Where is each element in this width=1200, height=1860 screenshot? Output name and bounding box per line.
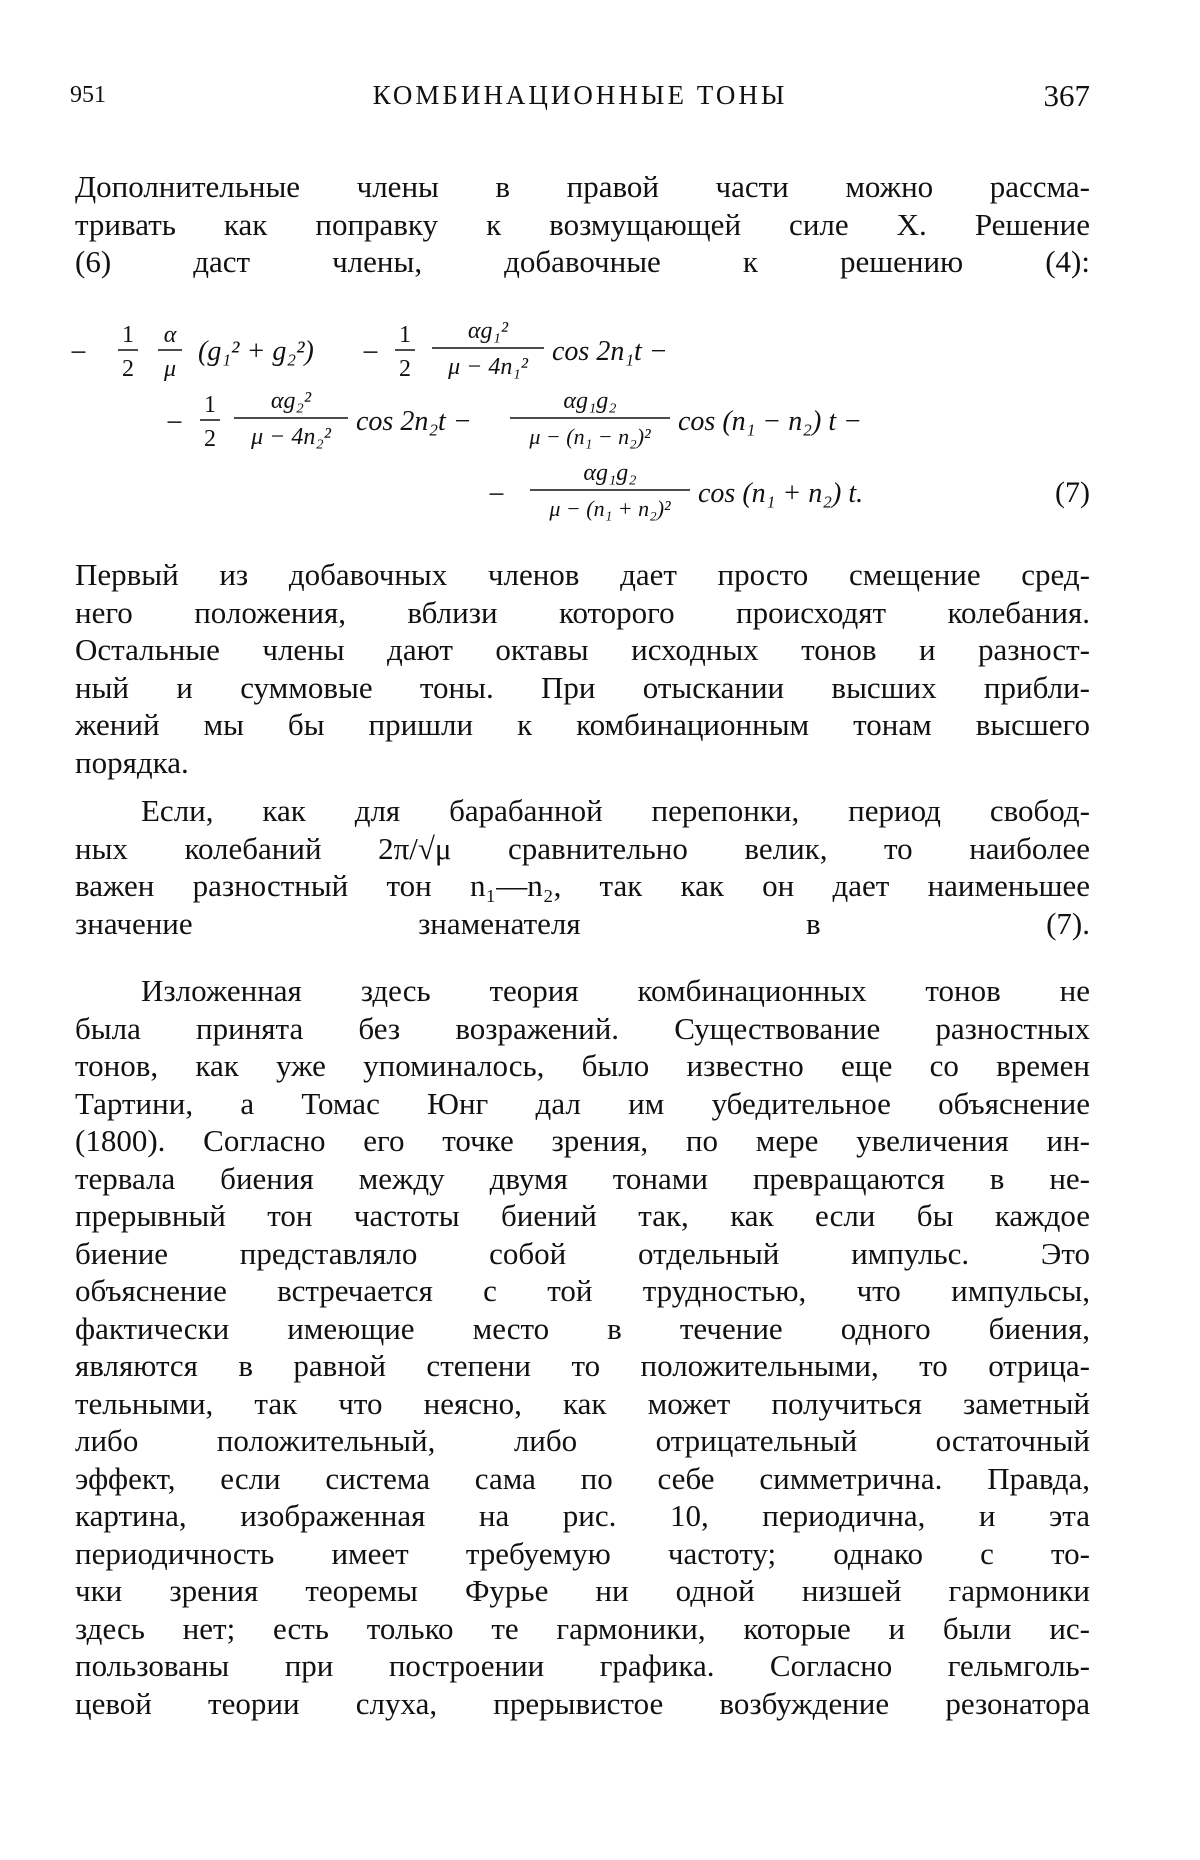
- text-line: ный и суммовые тоны. При отыскании высших прибли-: [75, 669, 1090, 705]
- text-line: пользованы при построении графика. Согласно гельмголь-: [75, 1648, 1090, 1683]
- eq-den: μ − 4n₁²: [448, 354, 528, 380]
- eq-coef-num: 1: [204, 392, 216, 418]
- text-line: являются в равной степени то положительными, то отрица-: [75, 1348, 1090, 1383]
- running-header: [70, 78, 1090, 118]
- eq-den: μ − 4n₂²: [251, 424, 331, 450]
- text-line: Первый из добавочных членов дает просто смещение сред-: [75, 557, 1090, 592]
- text-line: Дополнительные члены в правой части можно рассма-: [75, 169, 1090, 204]
- text-line: него положения, вблизи которого происходят колебания.: [75, 594, 1090, 630]
- eq-den: μ − (n₁ + n₂)²: [549, 496, 671, 521]
- text-line: была принята без возражений. Существование разностных: [75, 1010, 1090, 1046]
- text-line: тонов, как уже упоминалось, было известно еще со времен: [75, 1048, 1090, 1083]
- section-number: 951: [70, 82, 106, 108]
- eq-num: αg₁g₂: [583, 460, 637, 486]
- text-line: тривать как поправку к возмущающей силе X. Решение: [75, 206, 1090, 242]
- eq-tail: cos 2n₁t −: [552, 336, 668, 367]
- eq-sign: −: [70, 336, 87, 369]
- eq-den: μ − (n₁ − n₂)²: [529, 424, 651, 449]
- eq-coef-den: 2: [204, 426, 216, 452]
- text-line: либо положительный, либо отрицательный остаточный: [75, 1423, 1090, 1458]
- text-line: Изложенная здесь теория комбинационных тонов не: [141, 973, 1090, 1008]
- eq-coef-num: 1: [399, 322, 411, 348]
- eq-num: α: [163, 322, 177, 348]
- text-line: ных колебаний 2π/√μ сравнительно велик, то наиболее: [75, 830, 1090, 866]
- text-line: Если, как для барабанной перепонки, период свобод-: [141, 793, 1090, 828]
- text-line: здесь нет; есть только те гармоники, которые и были ис-: [75, 1610, 1090, 1646]
- eq-tail: cos (n₁ + n₂) t.: [698, 478, 864, 509]
- running-title: КОМБИНАЦИОННЫЕ ТОНЫ: [372, 80, 788, 110]
- text-line: биение представляло собой отдельный импульс. Это: [75, 1235, 1090, 1271]
- text-line: важен разностный тон n₁—n₂, так как он дает наименьшее: [75, 868, 1090, 903]
- eq-num: αg₁g₂: [563, 388, 617, 414]
- text-line: объяснение встречается с той трудностью, что импульсы,: [75, 1273, 1090, 1308]
- eq-coef-num: 1: [122, 322, 134, 348]
- text-line: Тартини, а Томас Юнг дал им убедительное объяснение: [75, 1085, 1090, 1121]
- eq-tail: cos (n₁ − n₂) t −: [678, 406, 863, 437]
- text-line: порядка.: [75, 744, 189, 780]
- eq-coef-den: 2: [399, 356, 411, 382]
- equation-number: (7): [1055, 476, 1090, 509]
- eq-den: μ: [163, 356, 177, 382]
- text-line: (6) даст члены, добавочные к решению (4):: [75, 244, 1090, 279]
- text-line: фактически имеющие место в течение одного биения,: [75, 1310, 1090, 1346]
- paragraph-1: [75, 168, 1090, 281]
- text-line: прерывный тон частоты биений так, как если бы каждое: [75, 1198, 1090, 1233]
- eq-num: αg₂²: [270, 388, 312, 414]
- paragraph-2: [75, 556, 1090, 781]
- text-line: тельными, так что неясно, как может получиться заметный: [75, 1385, 1090, 1421]
- text-line: жений мы бы пришли к комбинационным тонам высшего: [75, 707, 1090, 742]
- eq-sign: −: [362, 336, 379, 369]
- text-line: периодичность имеет требуемую частоту; однако с то-: [75, 1535, 1090, 1571]
- text-line: тервала биения между двумя тонами превращаются в не-: [75, 1160, 1090, 1196]
- equation-svg: [70, 292, 1100, 542]
- paragraph-3: [75, 792, 1090, 942]
- text-line: значение знаменателя в (7).: [75, 905, 1090, 941]
- eq-paren: (g₁² + g₂²): [198, 336, 314, 367]
- text-line: Остальные члены дают октавы исходных тонов и разност-: [75, 632, 1090, 667]
- eq-sign: −: [166, 406, 183, 439]
- text-line: эффект, если система сама по себе симметрична. Правда,: [75, 1460, 1090, 1496]
- eq-coef-den: 2: [122, 356, 134, 382]
- text-line: картина, изображенная на рис. 10, периодична, и эта: [75, 1498, 1090, 1533]
- text-line: цевой теории слуха, прерывистое возбуждение резонатора: [75, 1685, 1090, 1721]
- text-line: чки зрения теоремы Фурье ни одной низшей гармоники: [75, 1573, 1090, 1608]
- eq-sign: −: [488, 478, 505, 511]
- text-line: (1800). Согласно его точке зрения, по мере увеличения ин-: [75, 1123, 1090, 1158]
- equation-7: [70, 292, 1100, 542]
- eq-tail: cos 2n₂t −: [356, 406, 472, 437]
- eq-num: αg₁²: [467, 318, 509, 344]
- paragraph-4: [75, 972, 1090, 1722]
- page-number: 367: [1043, 78, 1090, 113]
